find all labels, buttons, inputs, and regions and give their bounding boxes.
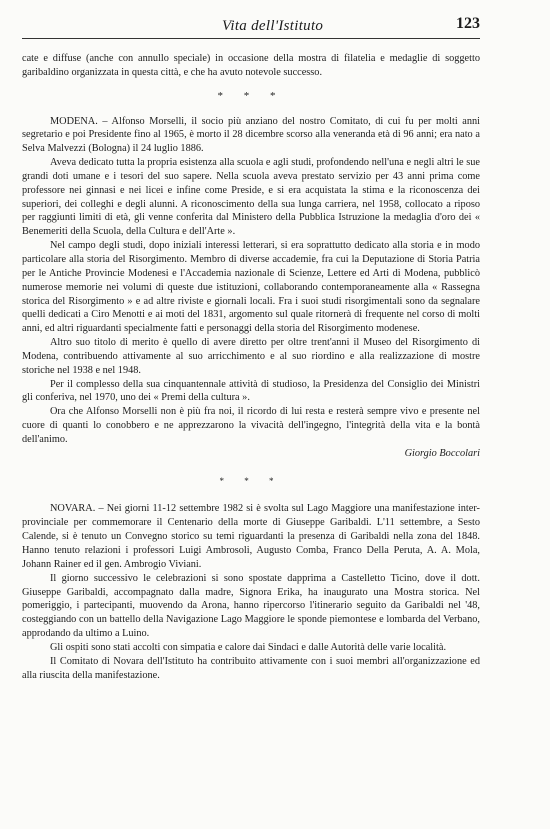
- modena-paragraph-4: Altro suo titolo di merito è quello di avere diretto per oltre trent'anni il Museo del Risorgimento di Modena, contribuendo attivamente al suo arricchimento e al suo riordino e alla realizzazione di mostre storiche nel 1938 e nel 1948.: [22, 337, 480, 376]
- section-separator: * * *: [219, 475, 283, 486]
- novara-paragraph-2: Il giorno successivo le celebrazioni si sono spostate dapprima a Castelletto Ticino, dove il dott. Giuseppe Garibaldi, accompagnato dalla madre, Signora Erika, ha inaugurato una Mostra storica. Nel pomeriggio, i partecipanti, muovendo da Arona, hanno ripercorso l'itinerario seguito da Garibaldi nel '48, costeggiando con un battello della Navigazione Lago Maggiore le sponde piemontese e lombarda del Verbano, approdando da ultimo a Luino.: [22, 572, 480, 640]
- author-signature: Giorgio Boccolari: [404, 447, 480, 459]
- modena-paragraph-5: Per il complesso della sua cinquantennale attività di studioso, la Presidenza del Consiglio dei Ministri gli conferiva, nel 1970, uno dei « Premi della cultura ».: [22, 378, 480, 404]
- modena-paragraph-6: Ora che Alfonso Morselli non è più fra noi, il ricordo di lui resta e resterà sempre vivo e presente nel cuore di quanti lo conobbero e ne apprezzarono la vivacità dell'ingegno, l'integrità della vita e la bontà dell'animo.: [22, 406, 480, 445]
- modena-paragraph-1: MODENA. – Alfonso Morselli, il socio più anziano del nostro Comitato, di cui fu per molti anni segretario e poi Presidente fino al 1965, è morto il 28 dicembre scorso alla veneranda età di 96 anni; era nato a Selva Malvezzi (Bologna) il 24 luglio 1886.: [22, 115, 480, 155]
- page-body: [22, 52, 480, 682]
- running-title: Vita dell'Istituto: [222, 18, 324, 34]
- modena-paragraph-2: Aveva dedicato tutta la propria esistenza alla scuola e agli studi, profondendo nell'una e negli altri le sue grandi doti umane e i tesori del suo sapere. Nella scuola aveva prestato servizio per 43 anni prima come professore nei ginnasi e nei licei e infine come Preside, e si era acquistata la stima e la riconoscenza dei superiori, dei colleghi e degli alunni. A riconoscimento della sua lunga carriera, nel 1958, collocato a riposo per raggiunti limiti di età, gli venne conferita dal Ministero della Pubblica Istruzione la medaglia d'oro dei « Benemeriti della Scuola, della Cultura e dell'Arte ».: [22, 157, 480, 238]
- running-header: [22, 12, 480, 39]
- modena-paragraph-3: Nel campo degli studi, dopo iniziali interessi letterari, si era soprattutto dedicato alla storia e in modo particolare alla storia del Risorgimento. Membro di diverse accademie, fra cui la Deputazione di Storia Patria per le Antiche Provincie Modenesi e l'Accademia nazionale di Scienze, Lettere ed Arti di Modena, pubblicò numerose memorie nei volumi di queste due istituzioni, collaborando contemporaneamente alla « Rassegna storica del Risorgimento » e ad altre riviste e giornali locali. Fra i suoi studi risorgimentali sono da segnalare quelli dedicati a Ciro Menotti e ai moti del 1831, argomento sul quale ritornerà di frequente nel corso di molti anni, ed altri riguardanti specialmente fatti e personaggi della storia del Risorgimento modenese.: [22, 240, 480, 335]
- novara-paragraph-1: NOVARA. – Nei giorni 11-12 settembre 1982 si è svolta sul Lago Maggiore una manifestazione inter-provinciale per commemorare il Centenario della morte di Giuseppe Garibaldi. L'11 settembre, a Sesto Calende, si è tenuto un Convegno storico su temi riguardanti la presenza di Garibaldi nella zona del 1848. Hanno tenuto relazioni i professori Luigi Ambrosoli, Augusto Comba, Franco Della Peruta, A. A. Mola, Johann Rainer ed il gen. Ambrogio Viviani.: [22, 503, 480, 570]
- section-separator: * * *: [217, 89, 285, 102]
- page-number: 123: [456, 15, 480, 32]
- intro-paragraph: cate e diffuse (anche con annullo speciale) in occasione della mostra di filatelia e medaglie di soggetto garibaldino organizzata in questa città, e che ha avuto notevole successo.: [22, 53, 480, 78]
- novara-paragraph-4: Il Comitato di Novara dell'Istituto ha contribuito attivamente con i suoi membri all'organizzazione ed alla riuscita della manifestazione.: [22, 655, 480, 681]
- novara-paragraph-3: Gli ospiti sono stati accolti con simpatia e calore dai Sindaci e dalle Autorità delle varie località.: [50, 641, 447, 653]
